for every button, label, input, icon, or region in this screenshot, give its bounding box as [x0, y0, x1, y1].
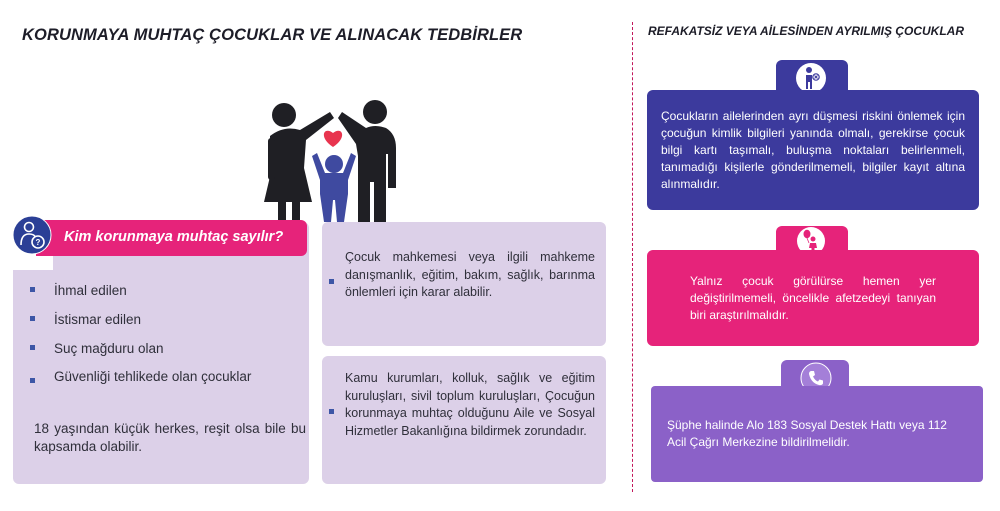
reporting-obligation-text: Kamu kurumları, kolluk, sağlık ve eğitim kuruluşları, sivil toplum kuruluşları, Çocuğun korunmaya muhtaç olduğunu Aile ve Sosyal Hizmetler Bakanlığına bildirmek zorundadır.: [345, 371, 595, 438]
family-icon: [262, 98, 408, 222]
section-divider: [632, 22, 633, 492]
court-decision-text: Çocuk mahkemesi veya ilgili mahkeme danışmanlık, eğitim, bakım, sağlık, barınma önlemleri için karar alabilir.: [345, 250, 595, 299]
separation-prevention-text: Çocukların ailelerinden ayrı düşmesi riskini önlemek için çocuğun kimlik bilgileri yanında olmalı, gerekirse çocuk bilgi kartı taşımalı, buluşma noktaları belirlenmeli, tanımadığı kişilerle gönderilmemeli, bilgiler kayıt altına alınmalıdır.: [661, 108, 965, 191]
heart-icon: [322, 128, 344, 148]
list-item: Güvenliği tehlikede olan çocuklar: [34, 368, 264, 385]
person-question-icon: [12, 215, 52, 255]
separation-prevention-box: [647, 90, 979, 210]
bullet-icon: [30, 345, 35, 350]
report-hotline-text: Şüphe halinde Alo 183 Sosyal Destek Hattı veya 112 Acil Çağrı Merkezine bildirilmelidir.: [667, 418, 947, 449]
report-hotline-box: [651, 386, 983, 482]
bullet-icon: [329, 279, 334, 284]
right-section-title: REFAKATSİZ VEYA AİLESİNDEN AYRILMIŞ ÇOCUKLAR: [648, 24, 965, 38]
list-item: Suç mağduru olan: [34, 340, 264, 357]
svg-text:?: ?: [35, 238, 41, 247]
question-text: Kim korunmaya muhtaç sayılır?: [64, 229, 284, 245]
lone-child-text: Yalnız çocuk görülürse hemen yer değiştirilmemeli, öncelikle afetzedeyi tanıyan biri araştırılmalıdır.: [690, 273, 936, 322]
bullet-icon: [30, 287, 35, 292]
question-banner: [36, 220, 307, 256]
list-item: İstismar edilen: [34, 311, 264, 328]
list-item: İhmal edilen: [34, 282, 264, 299]
page-title: KORUNMAYA MUHTAÇ ÇOCUKLAR VE ALINACAK TEDBİRLER: [22, 26, 523, 44]
bullet-icon: [30, 316, 35, 321]
bullet-icon: [329, 409, 334, 414]
lone-child-box: [647, 250, 979, 346]
bullet-icon: [30, 378, 35, 383]
age-note: 18 yaşından küçük herkes, reşit olsa bile bu kapsamda olabilir.: [34, 421, 306, 454]
